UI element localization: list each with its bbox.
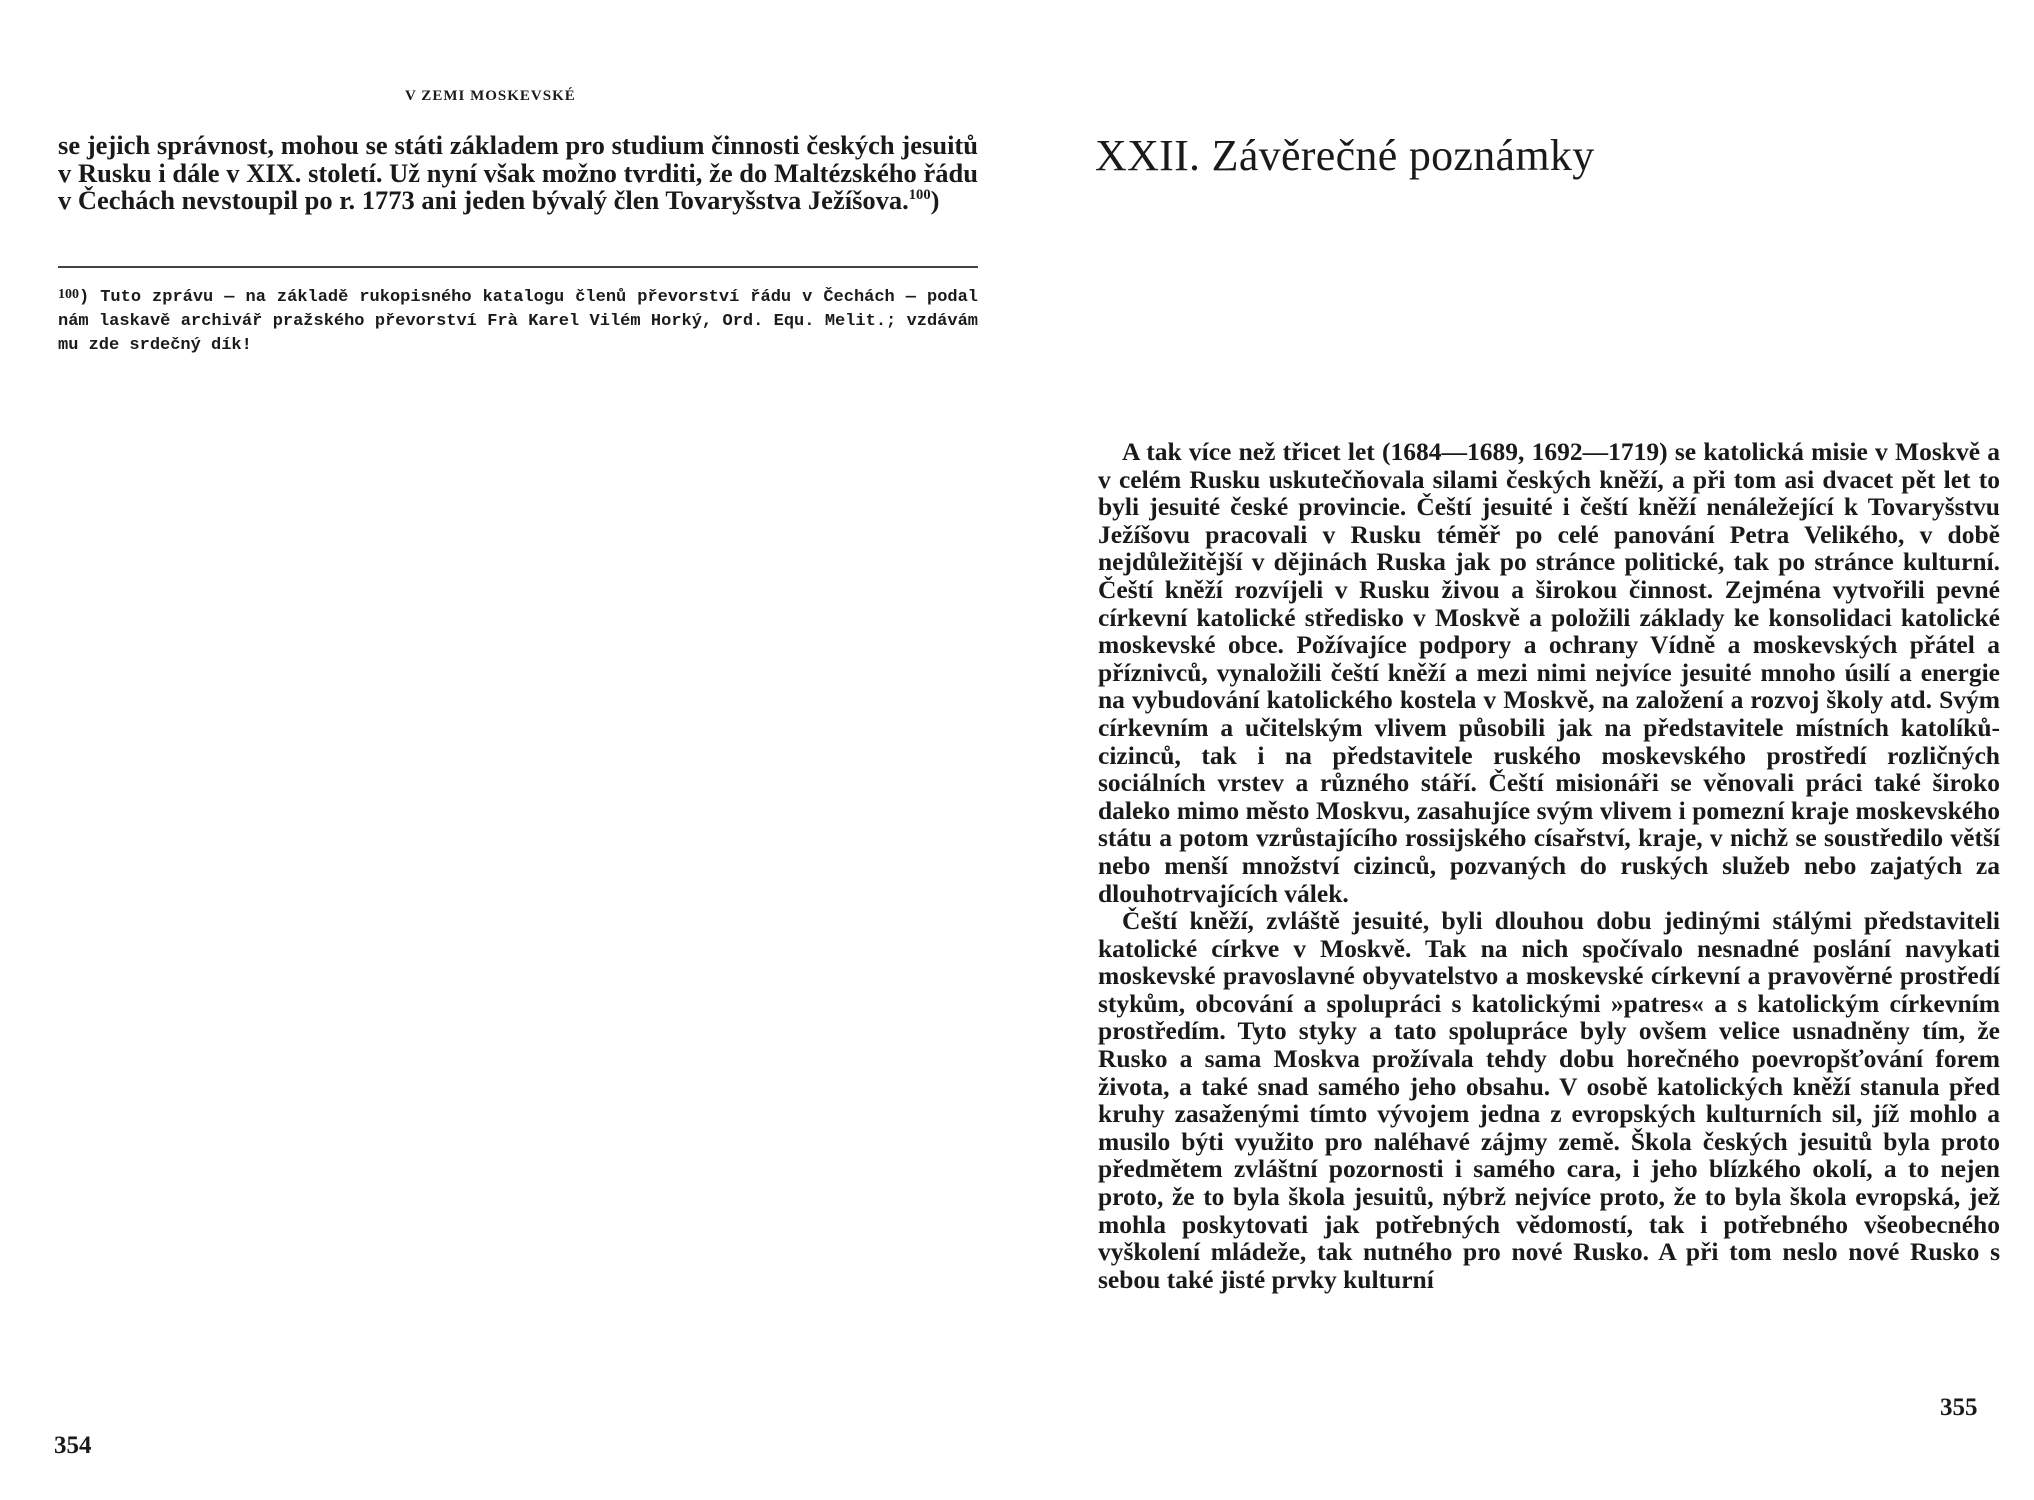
left-page-main-text: se jejich správnost, mohou se státi základem pro studium činnosti českých jesuitů v Rusku i dále v XIX. století. Už nyní však možno tvrditi, že do Maltézského řádu v Čechách nevstoupil po r. 1773 ani jeden bývalý člen Tovaryšstva Ježíšova. bbox=[58, 130, 978, 216]
footnote-number: 100 bbox=[58, 287, 79, 302]
paragraph: Čeští kněží, zvláště jesuité, byli dlouhou dobu jedinými stálými představiteli katolické církve v Moskvě. Tak na nich spočívalo nesnadné poslání navykati moskevské pravoslavné obyvatelstvo a moskevské církevní a pravověrné prostředí stykům, obcování a spolupráci s katolickými »patres« a s katolickým církevním prostředím. Tyto styky a tato spolupráce byly ovšem velice usnadněny tím, že Rusko a sama Moskva prožívala tehdy dobu horečného poevropšťování forem života, a také snad samého jeho obsahu. V osobě katolických kněží stanula před kruhy zasaženými tímto vývojem jedna z evropských kulturních sil, jíž mohlo a musilo býti využito pro naléhavé zájmy země. Škola českých jesuitů byla proto předmětem zvláštní pozornosti i samého cara, i jeho blízkého okolí, a to nejen proto, že to byla škola jesuitů, nýbrž nejvíce proto, že to byla škola evropská, jež mohla poskytovati jak potřebných vědomostí, tak i potřebného všeobecného vyškolení mládeže, tak nutného pro nové Rusko. A při tom neslo nové Rusko s sebou také jisté prvky kulturní bbox=[1098, 906, 2000, 1294]
right-page-text bbox=[1098, 438, 2000, 1293]
left-page-text bbox=[58, 132, 978, 215]
page-number-right: 355 bbox=[1940, 1394, 1978, 1421]
footnote-rule bbox=[58, 266, 978, 268]
running-head: V ZEMI MOSKEVSKÉ bbox=[405, 88, 576, 104]
paragraph: A tak více než třicet let (1684—1689, 1692—1719) se katolická misie v Moskvě a v celém Rusku uskutečňovala silami českých kněží, a při tom asi dvacet pět let to byli jesuité české provincie. Čeští jesuité i čeští kněží nenáležející k Tovaryšstvu Ježíšovu pracovali v Rusku téměř po celé panování Petra Velikého, v době nejdůležitější v dějinách Ruska jak po stránce politické, tak po stránce kulturní. Čeští kněží rozvíjeli v Rusku živou a širokou činnost. Zejména vytvořili pevné církevní katolické středisko v Moskvě a položili základy ke konsolidaci katolické moskevské obce. Požívajíce podpory a ochrany Vídně a moskevských přátel a příznivců, vynaložili čeští kněží a mezi nimi nejvíce jesuité mnoho úsilí a energie na vybudování katolického kostela v Moskvě, na založení a rozvoj školy atd. Svým církevním a učitelským vlivem působili jak na představitele místních katolíků-cizinců, tak i na představitele ruského moskevského prostředí rozličných sociálních vrstev a různého stáří. Čeští misionáři se věnovali práci také široko daleko mimo město Moskvu, zasahujíce svým vlivem i pomezní kraje moskevského státu a potom vzrůstajícího rossijského císařství, kraje, v nichž se soustředilo větší nebo menší množství cizinců, pozvaných do ruských služeb nebo zajatých za dlouhotrvajících válek. bbox=[1098, 437, 2000, 908]
footnote bbox=[58, 283, 978, 358]
footnote-text: ) Tuto zprávu — na základě rukopisného katalogu členů převorství řádu v Čechách — podal nám laskavě archivář pražského převorství Frà Karel Vilém Horký, Ord. Equ. Melit.; vzdávám mu zde srdečný dík! bbox=[58, 288, 978, 355]
right-page bbox=[1017, 0, 2034, 1500]
footnote-reference-close: ) bbox=[930, 185, 940, 216]
chapter-title: XXII. Závěrečné poznámky bbox=[1095, 131, 1595, 180]
footnote-reference: 100 bbox=[908, 187, 931, 204]
page-number-left: 354 bbox=[54, 1432, 92, 1459]
